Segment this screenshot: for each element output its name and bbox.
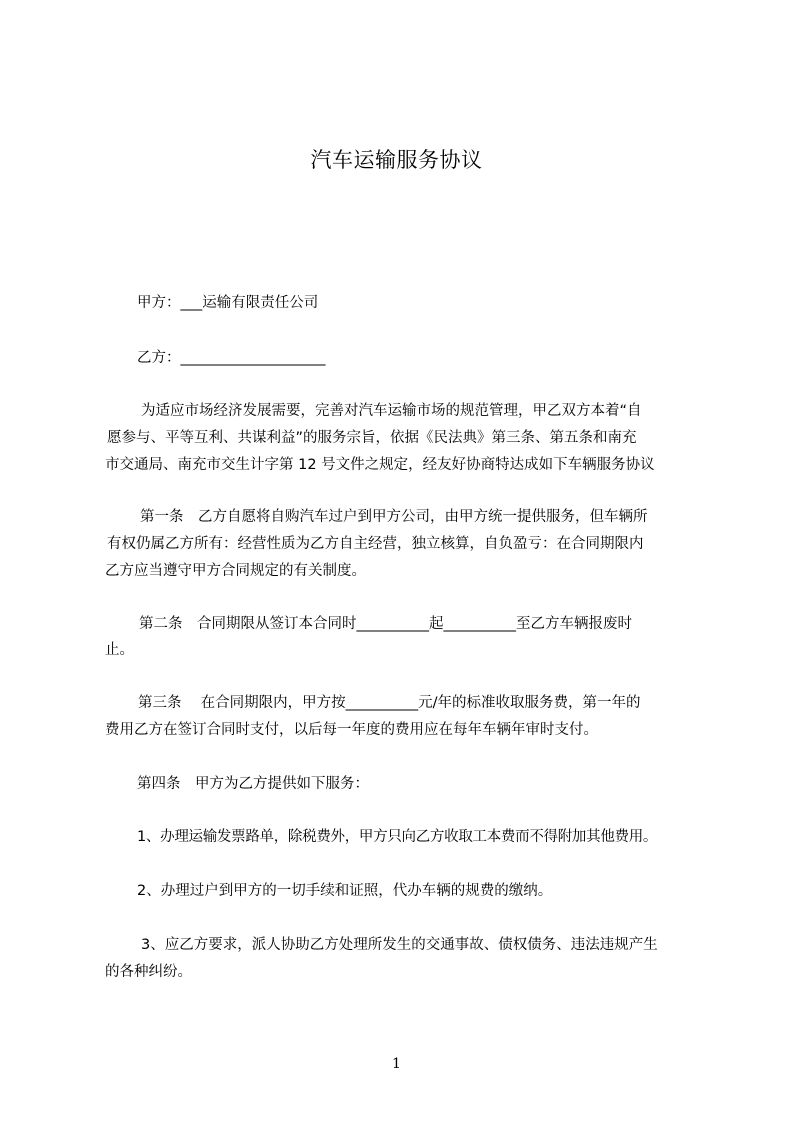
party-b-line: 乙方：____________________: [137, 350, 326, 366]
article-3-line-2: 费用乙方在签订合同时支付，以后每一年度的费用应在每年车辆年审时支付。: [105, 722, 598, 738]
preamble-line-2: 愿参与、平等互利、共谋利益”的服务宗旨，依据《民法典》第三条、第五条和南充: [107, 430, 637, 446]
article-1-line-3: 乙方应当遵守甲方合同规定的有关制度。: [105, 563, 366, 579]
article-1-line-2: 有权仍属乙方所有：经营性质为乙方自主经营，独立核算，自负盈亏：在合同期限内: [107, 536, 644, 552]
article-3-line-1: 第三条 在合同期限内，甲方按__________元/年的标准收取服务费，第一年的: [138, 695, 641, 711]
article-2-line-2: 止。: [105, 642, 134, 658]
article-1-line-1: 第一条 乙方自愿将自购汽车过户到甲方公司，由甲方统一提供服务，但车辆所: [140, 509, 648, 525]
service-item-2: 2、办理过户到甲方的一切手续和证照，代办车辆的规费的缴纳。: [137, 883, 553, 899]
service-item-3-line-1: 3、应乙方要求，派人协助乙方处理所发生的交通事故、债权债务、违法违规产生: [141, 937, 658, 953]
document-title: 汽车运输服务协议: [310, 148, 483, 172]
service-item-3-line-2: 的各种纠纷。: [105, 964, 192, 980]
preamble-line-1: 为适应市场经济发展需要，完善对汽车运输市场的规范管理，甲乙双方本着“自: [141, 403, 642, 419]
page-number: 1: [392, 1056, 401, 1072]
article-2-line-1: 第二条 合同期限从签订本合同时__________起__________至乙方车辆报废时: [139, 616, 632, 632]
preamble-line-3: 市交通局、南充市交生计字第 12 号文件之规定，经友好协商特达成如下车辆服务协议: [105, 457, 655, 473]
article-4-heading: 第四条 甲方为乙方提供如下服务：: [137, 776, 369, 792]
party-a-line: 甲方：___运输有限责任公司: [137, 295, 319, 311]
service-item-1: 1、办理运输发票路单，除税费外，甲方只向乙方收取工本费而不得附加其他费用。: [137, 829, 658, 845]
